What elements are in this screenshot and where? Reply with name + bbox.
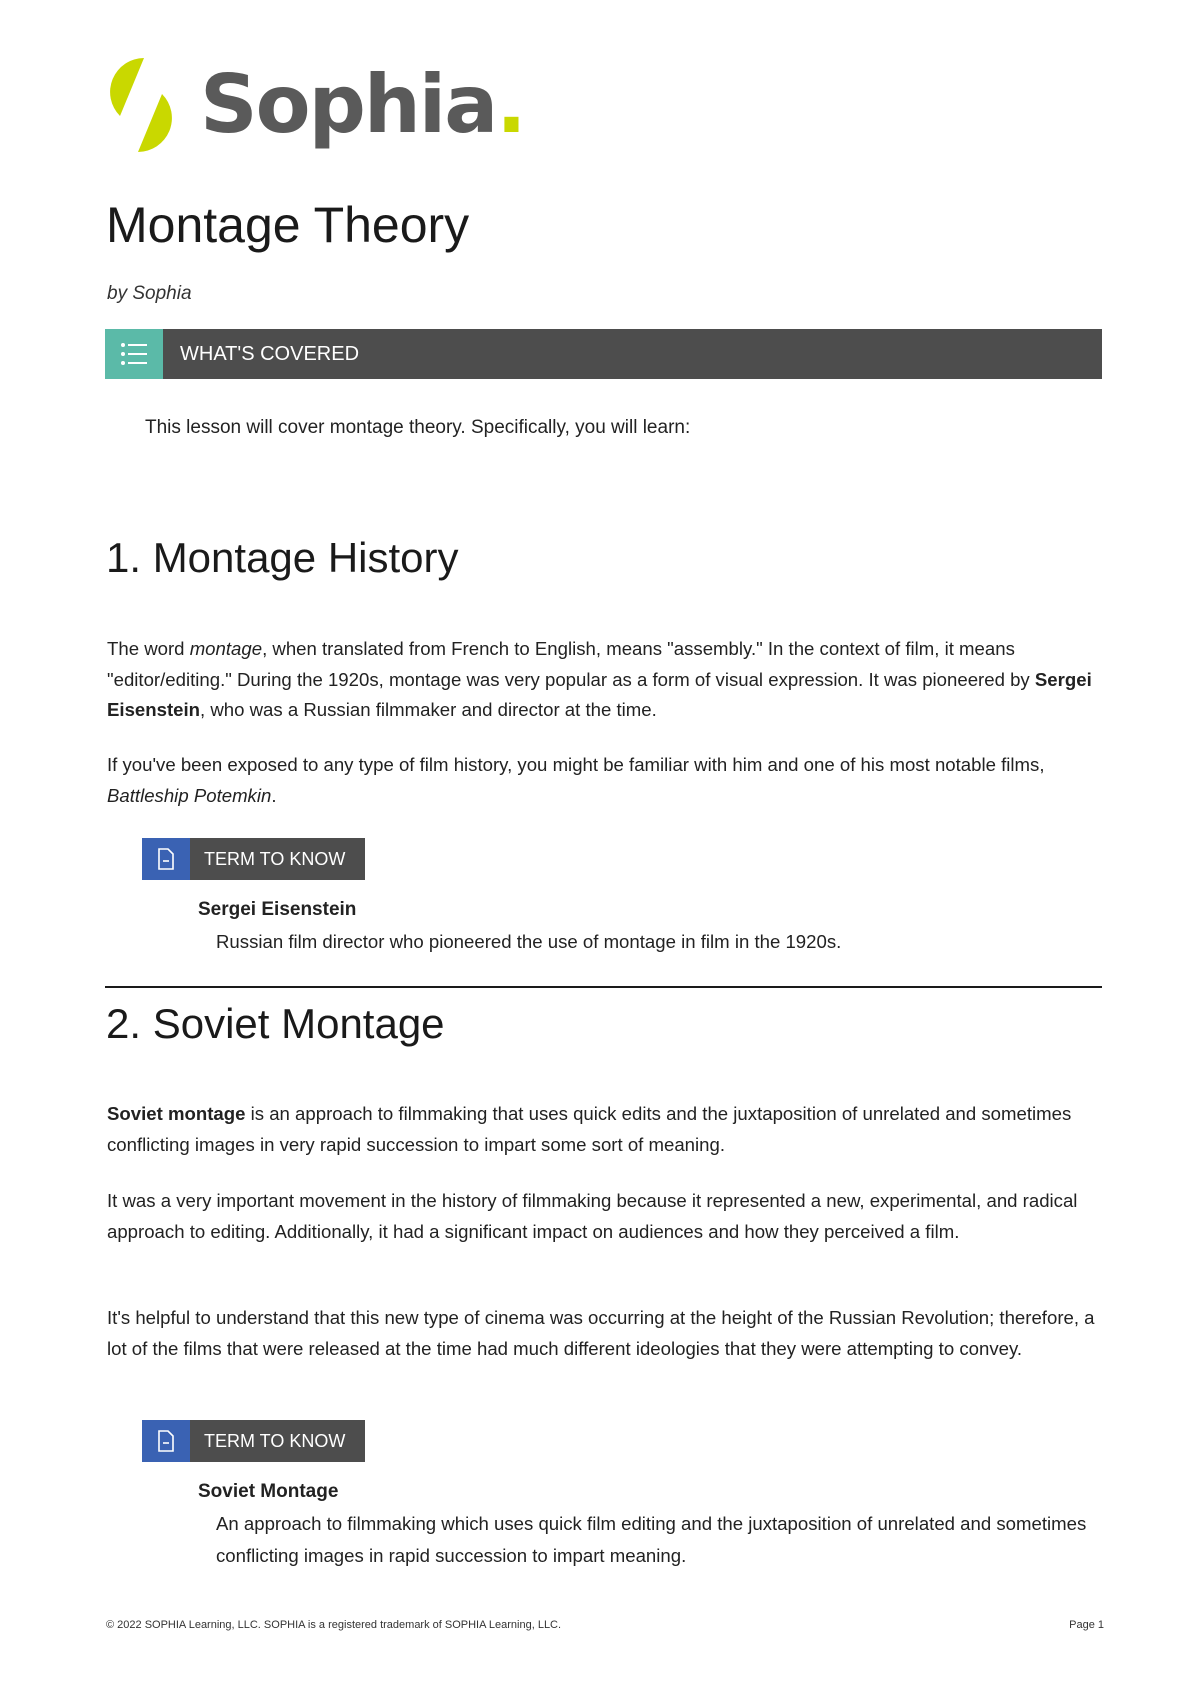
covered-intro: This lesson will cover montage theory. Specifically, you will learn: bbox=[145, 417, 691, 438]
term-definition: Russian film director who pioneered the use of montage in film in the 1920s. bbox=[216, 931, 842, 952]
document-icon bbox=[142, 1420, 190, 1462]
term-name: Soviet Montage bbox=[198, 1481, 339, 1502]
footer-copyright: © 2022 SOPHIA Learning, LLC. SOPHIA is a registered trademark of SOPHIA Learning, LLC. bbox=[106, 1619, 562, 1631]
footer-page-number: Page 1 bbox=[1069, 1619, 1104, 1631]
byline: by Sophia bbox=[107, 283, 192, 304]
paragraph: If you've been exposed to any type of film history, you might be familiar with him and one of his most notable films, Battleship Potemkin. bbox=[107, 754, 1045, 806]
section-divider bbox=[105, 986, 1102, 988]
list-icon bbox=[105, 329, 163, 379]
sophia-logo bbox=[104, 54, 525, 156]
paragraph: It's helpful to understand that this new type of cinema was occurring at the height of the Russian Revolution; therefore, a lot of the films that were released at the time had much different ideologies that they were attempting to convey. bbox=[107, 1307, 1095, 1359]
page-title: Montage Theory bbox=[106, 197, 470, 253]
section-heading-soviet-montage: 2. Soviet Montage bbox=[106, 1000, 445, 1047]
paragraph: Soviet montage is an approach to filmmaking that uses quick edits and the juxtaposition of unrelated and sometimes conflicting images in very rapid succession to impart some sort of meaning. bbox=[107, 1103, 1072, 1155]
document-icon bbox=[142, 838, 190, 880]
term-to-know-label: TERM TO KNOW bbox=[204, 848, 346, 869]
paragraph: The word montage, when translated from French to English, means "assembly." In the context of film, it means "editor/editing." During the 1920s, montage was very popular as a form of visual expression. It was pioneered by Sergei Eisenstein, who was a Russian filmmaker and director at the time. bbox=[107, 638, 1092, 720]
term-name: Sergei Eisenstein bbox=[198, 899, 357, 920]
logo-wordmark: Sophia. bbox=[200, 58, 525, 151]
term-to-know-badge bbox=[142, 838, 365, 880]
paragraph: It was a very important movement in the history of filmmaking because it represented a new, experimental, and radical approach to editing. Additionally, it had a significant impact on audiences and how they perceived a film. bbox=[107, 1190, 1078, 1242]
whats-covered-label: WHAT'S COVERED bbox=[180, 342, 360, 365]
term-to-know-badge bbox=[142, 1420, 365, 1462]
sophia-logo-mark-icon bbox=[104, 54, 178, 156]
whats-covered-banner bbox=[105, 329, 1102, 379]
section-heading-montage-history: 1. Montage History bbox=[106, 534, 459, 581]
term-definition: An approach to filmmaking which uses quick film editing and the juxtaposition of unrelated and sometimes conflicting images in rapid succession to impart meaning. bbox=[216, 1513, 1087, 1566]
term-to-know-label: TERM TO KNOW bbox=[204, 1430, 346, 1451]
